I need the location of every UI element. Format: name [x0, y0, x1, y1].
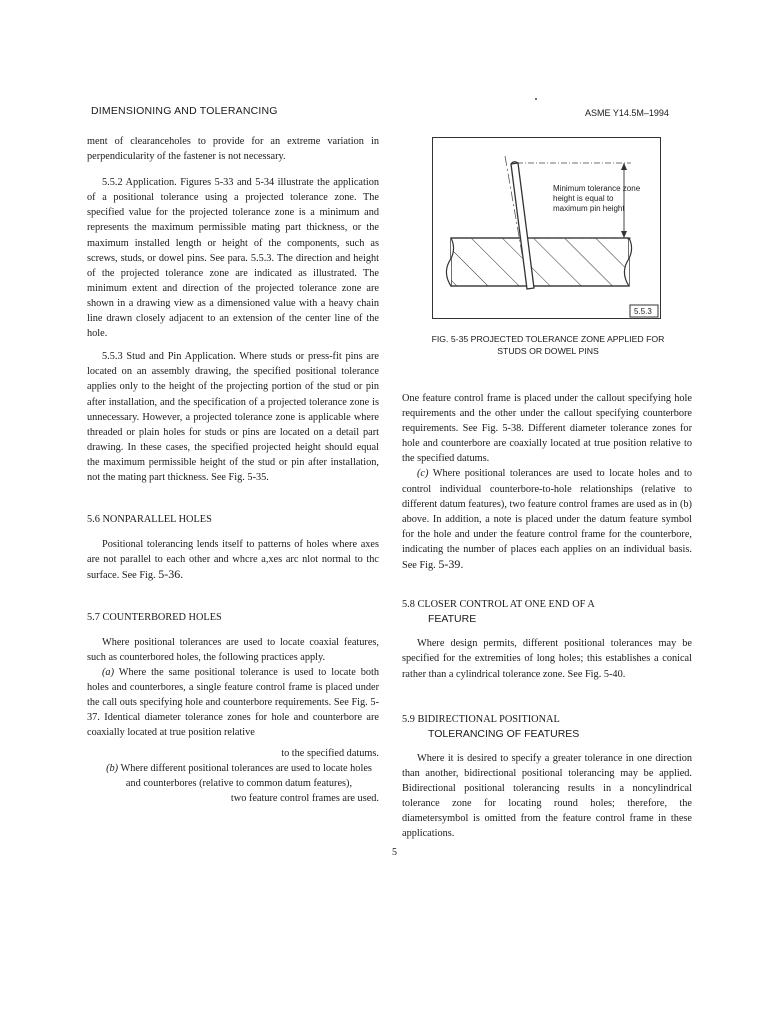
- running-header-title: DIMENSIONING AND TOLERANCING: [91, 105, 278, 117]
- paragraph-5-7-b-text: Where different positional tolerances are used to locate holes and counterbores (relative to common datum features),: [120, 763, 372, 790]
- paragraph-5-7-a-text: Where the same positional tolerance is used to locate both holes and counterbores, a single feature control frame is placed under the call outs specifying hole and counterbore requirements. See Fig. 5-37. Identical diameter tolerance zones for hole and counterbore are coaxially located at true position relative: [87, 666, 379, 739]
- figure-ref-5-36: 5-36.: [158, 567, 184, 582]
- section-heading-5-8: [402, 597, 692, 627]
- right-column: [402, 391, 692, 841]
- paragraph-5-5-2: 5.5.2 Application. Figures 5-33 and 5-34 illustrate the application of a positional tolerance using a projected tolerance zone. The specified value for the projected tolerance zone is a minimum and represents the maximum permissible mating part thickness, or the maximum installed length or height of the components, such as screws, studs, or dowel pins. See para. 5.5.3. The direction and height of the projected tolerance zone are indicated as illustrated. The minimum extent and direction of the projected tolerance zone are shown in a drawing view as a dimensioned value with a heavy chain line drawn closely adjacent to an extension of the center line of the hole.: [87, 177, 379, 340]
- section-heading-5-9-line-1: 5.9 BIDIRECTIONAL POSITIONAL: [402, 713, 560, 725]
- figure-ref-5-39: 5-39.: [438, 557, 464, 572]
- section-heading-5-8-line-1: 5.8 CLOSER CONTROL AT ONE END OF A: [402, 599, 595, 611]
- paragraph-5-8: Where design permits, different positional tolerances may be specified for the extremities of long holes; this establishes a conical rather than a cylindrical tolerance zone. See Fig. 5-40.: [402, 638, 692, 680]
- figure-drawing: [433, 138, 660, 318]
- figure-caption: [428, 333, 668, 357]
- paragraph-5-6: [87, 537, 379, 583]
- item-label-a: (a): [102, 666, 115, 678]
- item-label-b: (b): [106, 763, 119, 775]
- section-heading-5-7: 5.7 COUNTERBORED HOLES: [87, 612, 222, 624]
- paragraph-5-7-c: [402, 466, 692, 573]
- arrowhead-top: [621, 163, 627, 170]
- annotation-line-3: maximum pin height: [553, 204, 625, 213]
- section-heading-5-8-line-2: FEATURE: [428, 613, 477, 626]
- item-label-c: (c): [417, 468, 429, 480]
- figure-5-35: [432, 137, 661, 319]
- annotation-line-2: height is equal to: [553, 194, 614, 203]
- section-heading-5-9: [402, 712, 692, 742]
- annotation-line-1: Minimum tolerance zone: [553, 184, 641, 193]
- stray-mark: [535, 98, 537, 100]
- continued-paragraph: ment of clearanceholes to provide for an extreme variation in perpendicularity of the fastener is not necessary.: [87, 136, 379, 163]
- paragraph-5-9: Where it is desired to specify a greater tolerance in one direction than another, bidirectional positional tolerancing may be applied. Bidirectional positional tolerancing results in a noncylindrical tolerance zone for locating round holes; therefore, the diametersymbol is omitted from the feature control frame in these applications.: [402, 752, 692, 840]
- figure-tag: 5.5.3: [634, 307, 652, 316]
- page-number: 5: [392, 847, 397, 858]
- paragraph-5-7-c-text: Where positional tolerances are used to locate holes and to control individual counterbore-to-hole relationships (relative to different datum features), two feature control frames are used as in (b) above. In addition, a note is placed under the datum feature symbol for the hole and under the feature control frame for the counterbore, indicating the number of places each applies on an individual basis. See Fig.: [402, 468, 693, 572]
- hatched-plate: [446, 238, 631, 286]
- paragraph-5-7: Where positional tolerances are used to locate coaxial features, such as counterbored holes, the following practices apply.: [87, 636, 379, 663]
- paragraph-5-7-b-end: two feature control frames are used.: [230, 793, 379, 805]
- section-heading-5-6: 5.6 NONPARALLEL HOLES: [87, 514, 212, 526]
- paragraph-5-7-a-end: to the specified datums.: [281, 748, 379, 760]
- section-heading-5-9-line-2: TOLERANCING OF FEATURES: [428, 727, 580, 740]
- continued-paragraph-right: One feature control frame is placed under the callout specifying hole requirements and the other under the callout specifying counterbore requirements. See Fig. 5-38. Different diameter tolerance zones for hole and counterbore are coaxially located at true position relative to the specified datums.: [402, 393, 692, 465]
- figure-caption-line-2: STUDS OR DOWEL PINS: [497, 346, 599, 356]
- paragraph-5-7-a: [87, 665, 379, 740]
- paragraph-5-6-text: Positional tolerancing lends itself to patterns of holes where axes are not parallel to each other and whcre a,xes arc nlot normal to thc surface. See Fig.: [87, 539, 379, 582]
- paragraph-5-5-3: 5.5.3 Stud and Pin Application. Where studs or press-fit pins are located on an assembly drawing, the specified positional tolerance applies only to the height of the projecting portion of the stud or pin after installation, and the specification of a projected tolerance zone is unnecessary. However, a projected tolerance zone is applicable where threaded or plain holes for studs or pins are located on a detail part drawing. In these cases, the specified projected height should equal the maximum permissible height of the stud or pin after installation, not the mating part thickness. See Fig. 5-35.: [87, 351, 379, 483]
- running-header-standard: ASME Y14.5M–1994: [585, 108, 669, 118]
- paragraph-5-7-b: [87, 761, 379, 791]
- left-column: [87, 134, 379, 807]
- figure-caption-line-1: FIG. 5-35 PROJECTED TOLERANCE ZONE APPLIED FOR: [431, 334, 665, 344]
- arrowhead-bottom: [621, 231, 627, 238]
